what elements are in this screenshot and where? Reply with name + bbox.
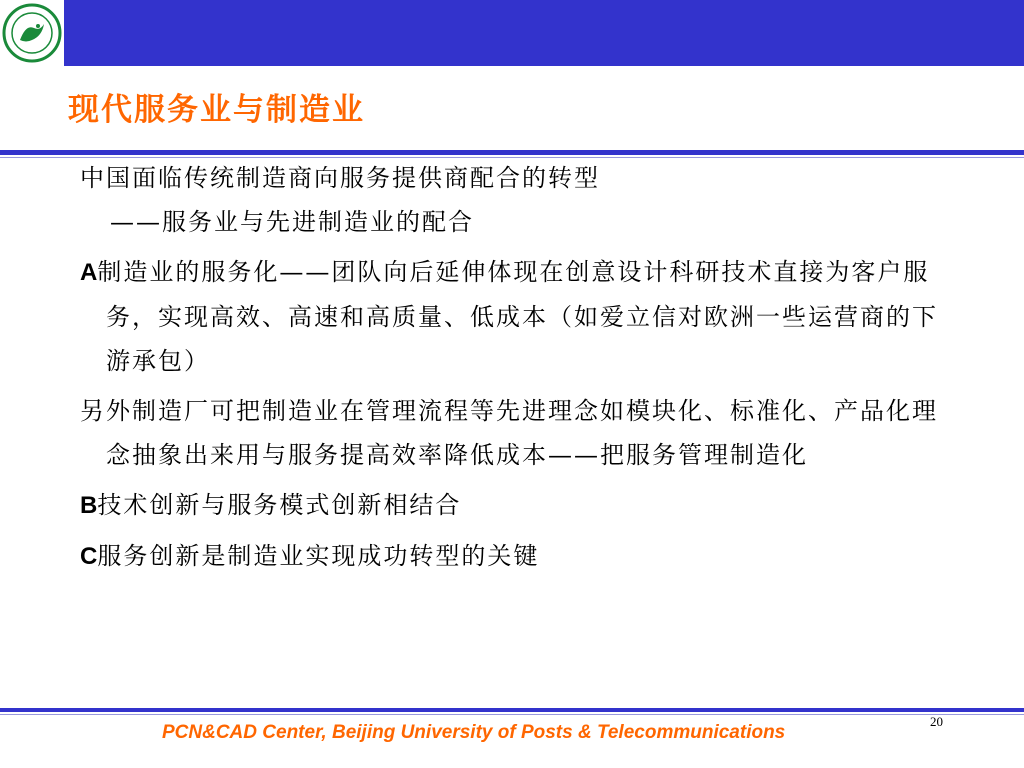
university-seal-icon [0, 0, 64, 66]
intro-line-1: 中国面临传统制造商向服务提供商配合的转型 [80, 164, 600, 192]
slide-body [80, 156, 940, 579]
footer-divider [0, 708, 1024, 712]
header-bar [64, 0, 1024, 66]
title-divider [0, 150, 1024, 155]
other-paragraph [80, 389, 940, 477]
point-c-text: 服务创新是制造业实现成功转型的关键 [97, 542, 540, 570]
other-text: 另外制造厂可把制造业在管理流程等先进理念如模块化、标准化、产品化理念抽象出来用与服务提高效率降低成本——把服务管理制造化 [80, 397, 938, 469]
point-c [80, 534, 940, 579]
university-logo [0, 0, 64, 66]
intro-line-2: ——服务业与先进制造业的配合 [110, 208, 474, 236]
point-c-letter: C [80, 543, 98, 570]
point-a-letter: A [80, 259, 98, 286]
point-b-letter: B [80, 492, 98, 519]
point-a [80, 250, 940, 383]
footer-text: PCN&CAD Center, Beijing University of Posts & Telecommunications [162, 722, 786, 743]
point-b [80, 483, 940, 528]
point-a-text: 制造业的服务化——团队向后延伸体现在创意设计科研技术直接为客户服务，实现高效、高速和高质量、低成本（如爱立信对欧洲一些运营商的下游承包） [97, 258, 938, 375]
page-number: 20 [930, 714, 943, 729]
point-b-text: 技术创新与服务模式创新相结合 [97, 491, 462, 519]
intro-subline [80, 200, 940, 244]
intro-paragraph [80, 156, 940, 200]
footer-divider-thin [0, 714, 1024, 715]
slide-title: 现代服务业与制造业 [68, 92, 365, 128]
